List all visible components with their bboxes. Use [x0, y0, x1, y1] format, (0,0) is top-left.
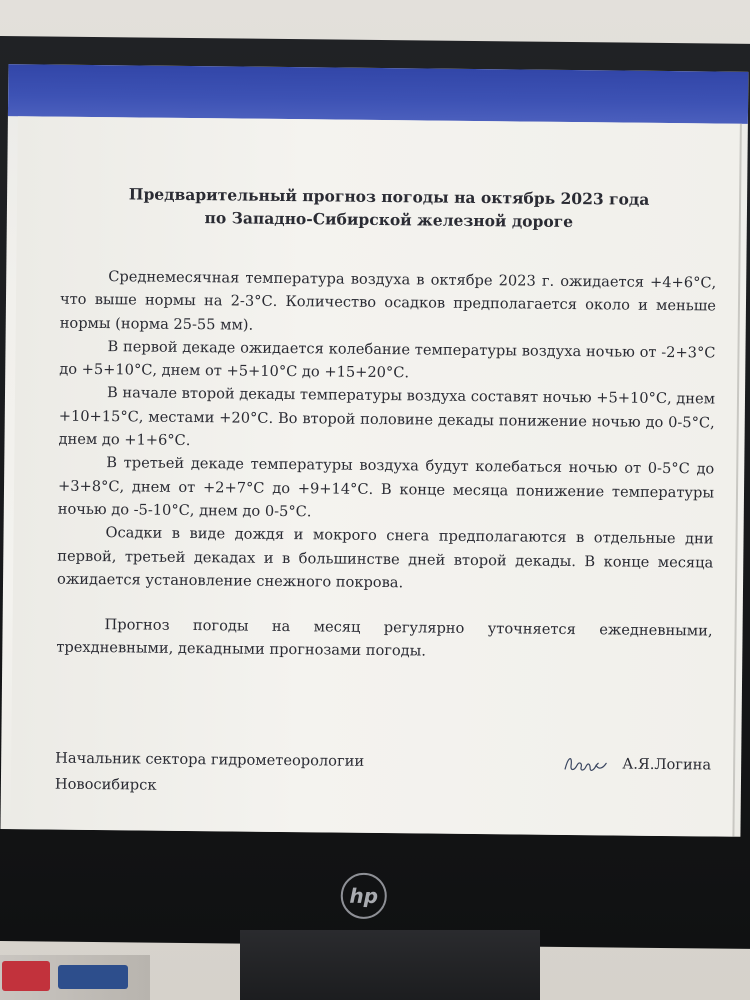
screen-top-bar	[8, 64, 749, 124]
signer-name: А.Я.Логина	[622, 755, 712, 774]
monitor-screen	[0, 64, 748, 837]
monitor-bezel	[0, 36, 750, 949]
desk-object-red	[2, 961, 50, 991]
document-page	[10, 116, 741, 837]
title-line-1: Предварительный прогноз погоды на октябрь 2023 года	[128, 184, 650, 209]
desk-object-blue	[58, 965, 128, 989]
paragraph-closing: Прогноз погоды на месяц регулярно уточняется ежедневными, трехдневными, декадными прогнозами погоды.	[56, 616, 713, 660]
signature-block	[55, 746, 712, 805]
signer-title-line-1: Начальник сектора гидрометеорологии	[55, 749, 365, 770]
document-body	[56, 265, 716, 667]
title-line-2: по Западно-Сибирской железной дороге	[204, 208, 574, 232]
document-content	[54, 182, 717, 794]
signer	[562, 751, 711, 779]
desk-object	[0, 955, 150, 1000]
signer-title-line-2: Новосибирск	[54, 775, 157, 794]
paragraph-first-decade: В первой декаде ожидается колебание температуры воздуха ночью от -2+3°С до +5+10°С, днем от +5+10°С до +15+20°С.	[59, 338, 716, 382]
paragraph-monthly-average: Среднемесячная температура воздуха в октябре 2023 г. ожидается +4+6°С, что выше нормы на 2-3°С. Количество осадков предполагается около и меньше нормы (норма 25-55 мм).	[59, 268, 717, 334]
paragraph-precipitation: Осадки в виде дождя и мокрого снега предполагаются в отдельные дни первой, третьей декадах и в большинстве дней второй декады. В конце месяца ожидается установление снежного покрова.	[56, 524, 714, 592]
handwritten-signature	[562, 751, 608, 777]
hp-logo	[341, 873, 387, 919]
paragraph-second-decade: В начале второй декады температуры воздуха составят ночью +5+10°С, днем +10+15°С, местами +20°С. Во второй половине декады понижение ночью до 0-5°С, днем до +1+6°С.	[58, 384, 716, 450]
paragraph-third-decade: В третьей декаде температуры воздуха будут колебаться ночью от 0-5°С до +3+8°С, днем от +2+7°С до +9+14°С. В конце месяца понижение температуры ночью до -5-10°С, днем до 0-5°С.	[57, 454, 715, 521]
document-title	[61, 182, 717, 235]
monitor-stand	[240, 930, 540, 1000]
hp-logo-text: hp	[349, 883, 379, 909]
